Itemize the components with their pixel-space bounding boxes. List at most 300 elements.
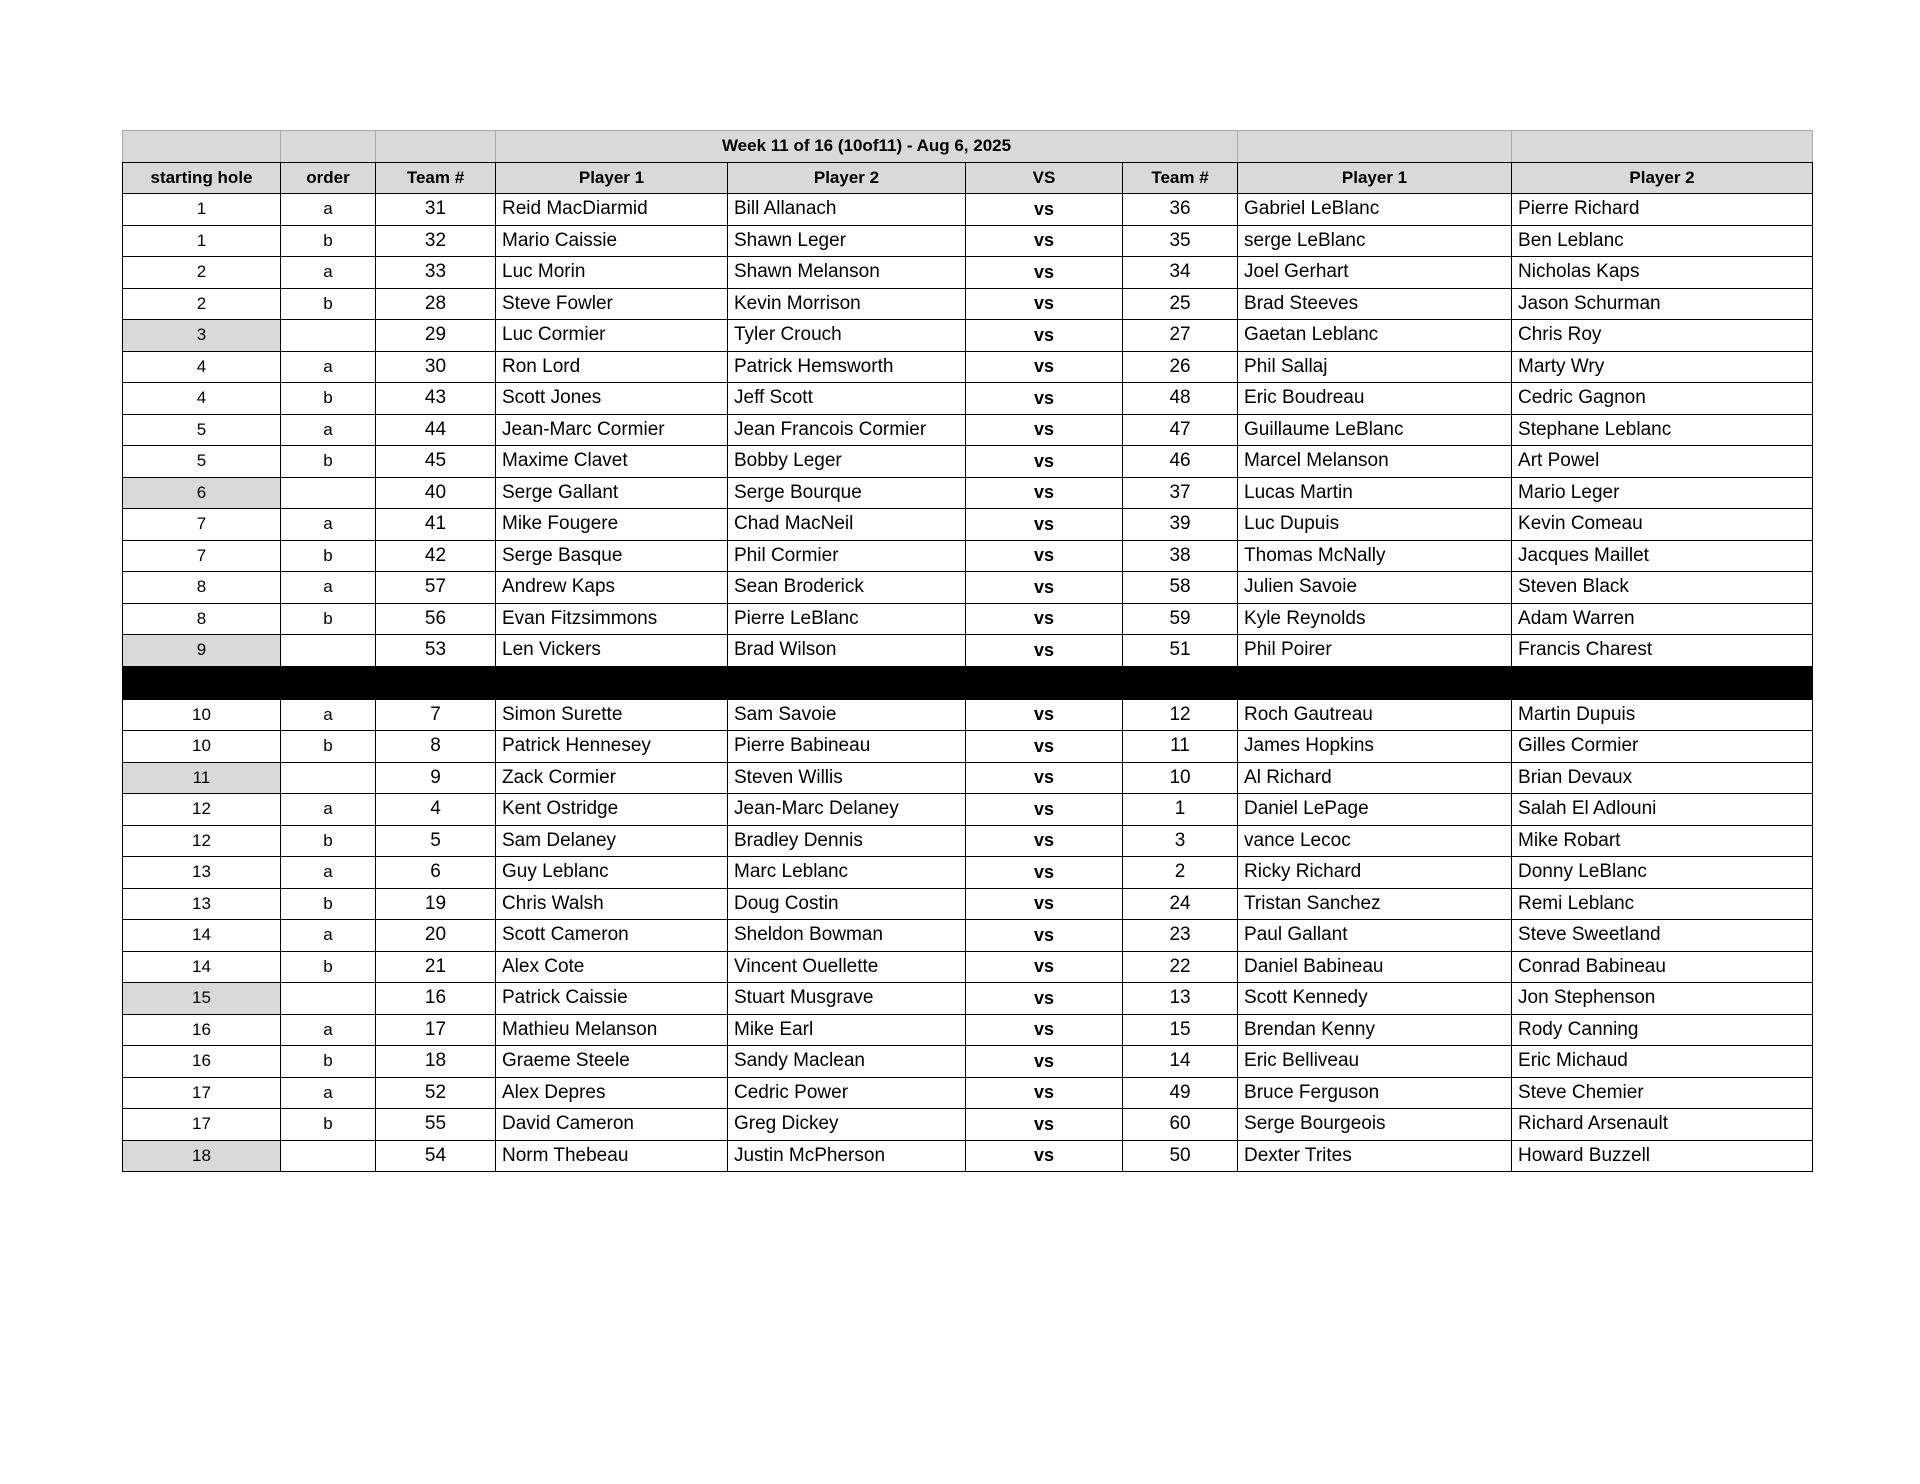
cell-starting-hole: 8	[123, 603, 281, 635]
cell-player1-left: Norm Thebeau	[496, 1140, 728, 1172]
cell-vs: vs	[966, 603, 1123, 635]
cell-order	[281, 635, 376, 667]
cell-team-right: 23	[1123, 920, 1238, 952]
table-row	[123, 983, 1813, 1015]
table-row	[123, 1014, 1813, 1046]
cell-player2-right: Francis Charest	[1512, 635, 1813, 667]
cell-starting-hole: 10	[123, 731, 281, 763]
cell-starting-hole: 12	[123, 794, 281, 826]
cell-team-right: 58	[1123, 572, 1238, 604]
cell-team-left: 16	[376, 983, 496, 1015]
cell-order	[281, 762, 376, 794]
cell-player1-left: Evan Fitzsimmons	[496, 603, 728, 635]
cell-player2-right: Steve Sweetland	[1512, 920, 1813, 952]
header-vs: VS	[966, 162, 1123, 194]
cell-order	[281, 1140, 376, 1172]
cell-order: b	[281, 288, 376, 320]
cell-player1-right: Marcel Melanson	[1238, 446, 1512, 478]
cell-player1-left: Alex Cote	[496, 951, 728, 983]
cell-starting-hole: 15	[123, 983, 281, 1015]
cell-order	[281, 983, 376, 1015]
divider-cell	[1512, 666, 1813, 699]
cell-player1-left: Ron Lord	[496, 351, 728, 383]
cell-team-right: 51	[1123, 635, 1238, 667]
table-row	[123, 320, 1813, 352]
cell-vs: vs	[966, 731, 1123, 763]
cell-order: a	[281, 857, 376, 889]
cell-player2-left: Pierre Babineau	[728, 731, 966, 763]
cell-player2-right: Brian Devaux	[1512, 762, 1813, 794]
cell-player1-right: James Hopkins	[1238, 731, 1512, 763]
table-row	[123, 635, 1813, 667]
cell-starting-hole: 5	[123, 446, 281, 478]
cell-vs: vs	[966, 1046, 1123, 1078]
cell-order: b	[281, 731, 376, 763]
cell-player1-left: Graeme Steele	[496, 1046, 728, 1078]
cell-player1-right: Phil Poirer	[1238, 635, 1512, 667]
cell-player2-right: Remi Leblanc	[1512, 888, 1813, 920]
cell-vs: vs	[966, 414, 1123, 446]
table-row	[123, 288, 1813, 320]
cell-player1-left: Sam Delaney	[496, 825, 728, 857]
cell-team-left: 43	[376, 383, 496, 415]
cell-player2-left: Kevin Morrison	[728, 288, 966, 320]
cell-player2-right: Steven Black	[1512, 572, 1813, 604]
header-team-number-right: Team #	[1123, 162, 1238, 194]
table-row	[123, 477, 1813, 509]
divider-cell	[123, 666, 281, 699]
table-row	[123, 1077, 1813, 1109]
cell-player2-right: Pierre Richard	[1512, 194, 1813, 226]
cell-player2-right: Richard Arsenault	[1512, 1109, 1813, 1141]
cell-order: b	[281, 1109, 376, 1141]
cell-starting-hole: 18	[123, 1140, 281, 1172]
cell-team-right: 24	[1123, 888, 1238, 920]
cell-player2-left: Shawn Leger	[728, 225, 966, 257]
cell-player1-left: Mike Fougere	[496, 509, 728, 541]
cell-starting-hole: 2	[123, 288, 281, 320]
cell-team-left: 42	[376, 540, 496, 572]
cell-player1-left: Jean-Marc Cormier	[496, 414, 728, 446]
cell-player2-right: Jon Stephenson	[1512, 983, 1813, 1015]
table-row	[123, 446, 1813, 478]
title-blank-cell	[1512, 131, 1813, 163]
title-blank-cell	[1238, 131, 1512, 163]
cell-order: a	[281, 351, 376, 383]
cell-vs: vs	[966, 477, 1123, 509]
cell-player2-right: Steve Chemier	[1512, 1077, 1813, 1109]
cell-starting-hole: 7	[123, 540, 281, 572]
cell-vs: vs	[966, 1077, 1123, 1109]
cell-team-right: 26	[1123, 351, 1238, 383]
cell-player1-right: Ricky Richard	[1238, 857, 1512, 889]
cell-player2-left: Marc Leblanc	[728, 857, 966, 889]
cell-team-right: 22	[1123, 951, 1238, 983]
cell-order: b	[281, 951, 376, 983]
cell-starting-hole: 2	[123, 257, 281, 289]
cell-player1-right: Dexter Trites	[1238, 1140, 1512, 1172]
divider-cell	[728, 666, 966, 699]
cell-vs: vs	[966, 825, 1123, 857]
cell-player1-right: Joel Gerhart	[1238, 257, 1512, 289]
cell-player2-right: Adam Warren	[1512, 603, 1813, 635]
cell-team-left: 52	[376, 1077, 496, 1109]
cell-player1-right: Phil Sallaj	[1238, 351, 1512, 383]
table-row	[123, 920, 1813, 952]
cell-player2-right: Nicholas Kaps	[1512, 257, 1813, 289]
cell-team-left: 44	[376, 414, 496, 446]
cell-player1-left: Patrick Hennesey	[496, 731, 728, 763]
table-row	[123, 194, 1813, 226]
week-title: Week 11 of 16 (10of11) - Aug 6, 2025	[496, 131, 1238, 163]
cell-player1-left: Zack Cormier	[496, 762, 728, 794]
cell-player1-left: Luc Morin	[496, 257, 728, 289]
cell-order: b	[281, 825, 376, 857]
title-blank-cell	[281, 131, 376, 163]
cell-player2-left: Stuart Musgrave	[728, 983, 966, 1015]
cell-player2-right: Kevin Comeau	[1512, 509, 1813, 541]
cell-team-left: 31	[376, 194, 496, 226]
cell-order: a	[281, 509, 376, 541]
cell-team-right: 50	[1123, 1140, 1238, 1172]
cell-vs: vs	[966, 194, 1123, 226]
cell-order: a	[281, 414, 376, 446]
cell-starting-hole: 9	[123, 635, 281, 667]
cell-team-left: 56	[376, 603, 496, 635]
cell-player1-right: Guillaume LeBlanc	[1238, 414, 1512, 446]
cell-vs: vs	[966, 288, 1123, 320]
cell-player1-right: serge LeBlanc	[1238, 225, 1512, 257]
cell-vs: vs	[966, 794, 1123, 826]
cell-team-left: 19	[376, 888, 496, 920]
cell-order: a	[281, 572, 376, 604]
cell-starting-hole: 16	[123, 1046, 281, 1078]
table-row	[123, 762, 1813, 794]
cell-player1-right: Paul Gallant	[1238, 920, 1512, 952]
cell-player1-right: Lucas Martin	[1238, 477, 1512, 509]
cell-team-right: 10	[1123, 762, 1238, 794]
cell-starting-hole: 17	[123, 1109, 281, 1141]
cell-team-right: 11	[1123, 731, 1238, 763]
cell-order: b	[281, 540, 376, 572]
cell-vs: vs	[966, 1140, 1123, 1172]
cell-player2-right: Mario Leger	[1512, 477, 1813, 509]
cell-player2-left: Sheldon Bowman	[728, 920, 966, 952]
cell-player1-right: Serge Bourgeois	[1238, 1109, 1512, 1141]
cell-team-left: 57	[376, 572, 496, 604]
cell-player1-right: Roch Gautreau	[1238, 699, 1512, 731]
cell-player1-right: Daniel LePage	[1238, 794, 1512, 826]
cell-starting-hole: 13	[123, 857, 281, 889]
cell-order	[281, 320, 376, 352]
cell-order: a	[281, 699, 376, 731]
cell-team-left: 33	[376, 257, 496, 289]
cell-player2-left: Serge Bourque	[728, 477, 966, 509]
header-order: order	[281, 162, 376, 194]
cell-player1-left: Steve Fowler	[496, 288, 728, 320]
cell-player1-left: Andrew Kaps	[496, 572, 728, 604]
cell-player2-left: Mike Earl	[728, 1014, 966, 1046]
cell-player2-right: Stephane Leblanc	[1512, 414, 1813, 446]
cell-player1-left: Scott Cameron	[496, 920, 728, 952]
cell-team-right: 37	[1123, 477, 1238, 509]
cell-team-left: 6	[376, 857, 496, 889]
cell-starting-hole: 1	[123, 194, 281, 226]
cell-player1-right: Tristan Sanchez	[1238, 888, 1512, 920]
table-row	[123, 857, 1813, 889]
cell-vs: vs	[966, 446, 1123, 478]
cell-team-right: 34	[1123, 257, 1238, 289]
cell-starting-hole: 16	[123, 1014, 281, 1046]
cell-player2-right: Ben Leblanc	[1512, 225, 1813, 257]
divider-cell	[1123, 666, 1238, 699]
cell-starting-hole: 10	[123, 699, 281, 731]
cell-player1-right: Al Richard	[1238, 762, 1512, 794]
cell-player2-left: Brad Wilson	[728, 635, 966, 667]
cell-player1-right: Luc Dupuis	[1238, 509, 1512, 541]
cell-player2-left: Greg Dickey	[728, 1109, 966, 1141]
cell-team-right: 39	[1123, 509, 1238, 541]
cell-vs: vs	[966, 762, 1123, 794]
cell-team-right: 25	[1123, 288, 1238, 320]
cell-order: b	[281, 225, 376, 257]
cell-player1-left: Luc Cormier	[496, 320, 728, 352]
header-player2-left: Player 2	[728, 162, 966, 194]
cell-team-left: 7	[376, 699, 496, 731]
cell-player1-right: vance Lecoc	[1238, 825, 1512, 857]
cell-starting-hole: 14	[123, 920, 281, 952]
table-row	[123, 699, 1813, 731]
cell-player2-right: Martin Dupuis	[1512, 699, 1813, 731]
cell-vs: vs	[966, 857, 1123, 889]
cell-player2-left: Vincent Ouellette	[728, 951, 966, 983]
cell-team-left: 18	[376, 1046, 496, 1078]
cell-player2-left: Bradley Dennis	[728, 825, 966, 857]
cell-player2-left: Jean Francois Cormier	[728, 414, 966, 446]
cell-vs: vs	[966, 951, 1123, 983]
cell-team-left: 8	[376, 731, 496, 763]
table-row	[123, 731, 1813, 763]
cell-order: b	[281, 888, 376, 920]
cell-team-left: 54	[376, 1140, 496, 1172]
cell-team-left: 45	[376, 446, 496, 478]
cell-team-right: 27	[1123, 320, 1238, 352]
cell-vs: vs	[966, 635, 1123, 667]
schedule-table	[122, 130, 1813, 1172]
cell-vs: vs	[966, 920, 1123, 952]
cell-vs: vs	[966, 1014, 1123, 1046]
cell-player2-left: Doug Costin	[728, 888, 966, 920]
cell-order: b	[281, 383, 376, 415]
cell-player1-right: Gabriel LeBlanc	[1238, 194, 1512, 226]
cell-player1-right: Brad Steeves	[1238, 288, 1512, 320]
cell-team-left: 41	[376, 509, 496, 541]
table-row	[123, 794, 1813, 826]
header-player2-right: Player 2	[1512, 162, 1813, 194]
cell-team-left: 30	[376, 351, 496, 383]
cell-player2-left: Patrick Hemsworth	[728, 351, 966, 383]
cell-player2-right: Salah El Adlouni	[1512, 794, 1813, 826]
cell-team-left: 28	[376, 288, 496, 320]
divider-cell	[376, 666, 496, 699]
cell-team-right: 3	[1123, 825, 1238, 857]
cell-player1-left: Serge Basque	[496, 540, 728, 572]
cell-starting-hole: 3	[123, 320, 281, 352]
cell-player1-right: Thomas McNally	[1238, 540, 1512, 572]
cell-team-left: 55	[376, 1109, 496, 1141]
cell-player2-left: Jean-Marc Delaney	[728, 794, 966, 826]
cell-starting-hole: 7	[123, 509, 281, 541]
cell-player2-right: Jacques Maillet	[1512, 540, 1813, 572]
cell-vs: vs	[966, 540, 1123, 572]
table-row	[123, 383, 1813, 415]
cell-team-left: 21	[376, 951, 496, 983]
cell-player2-right: Marty Wry	[1512, 351, 1813, 383]
cell-player2-left: Justin McPherson	[728, 1140, 966, 1172]
table-row	[123, 1109, 1813, 1141]
table-row	[123, 1046, 1813, 1078]
cell-team-left: 20	[376, 920, 496, 952]
cell-team-right: 48	[1123, 383, 1238, 415]
cell-player2-left: Bobby Leger	[728, 446, 966, 478]
cell-team-right: 1	[1123, 794, 1238, 826]
table-row	[123, 351, 1813, 383]
cell-player1-left: Maxime Clavet	[496, 446, 728, 478]
cell-team-right: 60	[1123, 1109, 1238, 1141]
cell-player2-left: Tyler Crouch	[728, 320, 966, 352]
cell-order: b	[281, 603, 376, 635]
cell-starting-hole: 11	[123, 762, 281, 794]
cell-team-right: 12	[1123, 699, 1238, 731]
divider-row	[123, 666, 1813, 699]
cell-player1-left: David Cameron	[496, 1109, 728, 1141]
cell-player1-right: Eric Boudreau	[1238, 383, 1512, 415]
cell-order: b	[281, 1046, 376, 1078]
cell-team-right: 36	[1123, 194, 1238, 226]
cell-player1-left: Kent Ostridge	[496, 794, 728, 826]
cell-team-right: 46	[1123, 446, 1238, 478]
cell-order: a	[281, 794, 376, 826]
header-starting-hole: starting hole	[123, 162, 281, 194]
cell-player2-left: Phil Cormier	[728, 540, 966, 572]
cell-player1-right: Daniel Babineau	[1238, 951, 1512, 983]
cell-team-right: 49	[1123, 1077, 1238, 1109]
cell-starting-hole: 1	[123, 225, 281, 257]
cell-team-right: 35	[1123, 225, 1238, 257]
cell-player2-left: Shawn Melanson	[728, 257, 966, 289]
cell-team-left: 17	[376, 1014, 496, 1046]
cell-team-right: 59	[1123, 603, 1238, 635]
cell-team-left: 5	[376, 825, 496, 857]
cell-vs: vs	[966, 888, 1123, 920]
table-row	[123, 951, 1813, 983]
cell-team-right: 15	[1123, 1014, 1238, 1046]
cell-player1-right: Gaetan Leblanc	[1238, 320, 1512, 352]
cell-team-left: 9	[376, 762, 496, 794]
cell-player2-left: Pierre LeBlanc	[728, 603, 966, 635]
cell-player2-left: Chad MacNeil	[728, 509, 966, 541]
cell-player1-left: Mario Caissie	[496, 225, 728, 257]
cell-player2-left: Jeff Scott	[728, 383, 966, 415]
cell-player1-left: Guy Leblanc	[496, 857, 728, 889]
header-row	[123, 162, 1813, 194]
cell-player1-left: Simon Surette	[496, 699, 728, 731]
cell-player2-right: Cedric Gagnon	[1512, 383, 1813, 415]
cell-starting-hole: 12	[123, 825, 281, 857]
table-row	[123, 509, 1813, 541]
cell-starting-hole: 13	[123, 888, 281, 920]
cell-player1-right: Brendan Kenny	[1238, 1014, 1512, 1046]
cell-player1-left: Scott Jones	[496, 383, 728, 415]
cell-vs: vs	[966, 351, 1123, 383]
table-row	[123, 414, 1813, 446]
cell-team-left: 4	[376, 794, 496, 826]
cell-order: a	[281, 920, 376, 952]
cell-team-right: 13	[1123, 983, 1238, 1015]
cell-starting-hole: 5	[123, 414, 281, 446]
cell-player1-left: Len Vickers	[496, 635, 728, 667]
cell-vs: vs	[966, 983, 1123, 1015]
cell-player2-right: Jason Schurman	[1512, 288, 1813, 320]
cell-vs: vs	[966, 257, 1123, 289]
cell-player2-right: Art Powel	[1512, 446, 1813, 478]
divider-cell	[496, 666, 728, 699]
cell-player2-right: Donny LeBlanc	[1512, 857, 1813, 889]
cell-player2-right: Mike Robart	[1512, 825, 1813, 857]
cell-player1-right: Julien Savoie	[1238, 572, 1512, 604]
header-player1-left: Player 1	[496, 162, 728, 194]
cell-team-right: 14	[1123, 1046, 1238, 1078]
divider-cell	[1238, 666, 1512, 699]
cell-player1-left: Reid MacDiarmid	[496, 194, 728, 226]
cell-player2-right: Eric Michaud	[1512, 1046, 1813, 1078]
cell-order: a	[281, 1077, 376, 1109]
cell-team-left: 32	[376, 225, 496, 257]
cell-vs: vs	[966, 572, 1123, 604]
cell-team-right: 47	[1123, 414, 1238, 446]
cell-starting-hole: 4	[123, 351, 281, 383]
cell-starting-hole: 6	[123, 477, 281, 509]
cell-player1-left: Serge Gallant	[496, 477, 728, 509]
cell-player1-right: Kyle Reynolds	[1238, 603, 1512, 635]
header-player1-right: Player 1	[1238, 162, 1512, 194]
cell-vs: vs	[966, 225, 1123, 257]
title-blank-cell	[123, 131, 281, 163]
cell-player1-left: Mathieu Melanson	[496, 1014, 728, 1046]
cell-player1-right: Bruce Ferguson	[1238, 1077, 1512, 1109]
cell-team-right: 38	[1123, 540, 1238, 572]
cell-player2-right: Conrad Babineau	[1512, 951, 1813, 983]
cell-team-right: 2	[1123, 857, 1238, 889]
cell-player2-left: Steven Willis	[728, 762, 966, 794]
cell-player2-left: Bill Allanach	[728, 194, 966, 226]
cell-order: a	[281, 194, 376, 226]
table-row	[123, 888, 1813, 920]
cell-player2-right: Chris Roy	[1512, 320, 1813, 352]
divider-cell	[966, 666, 1123, 699]
cell-player1-right: Eric Belliveau	[1238, 1046, 1512, 1078]
cell-player1-right: Scott Kennedy	[1238, 983, 1512, 1015]
cell-vs: vs	[966, 509, 1123, 541]
cell-player2-right: Gilles Cormier	[1512, 731, 1813, 763]
cell-vs: vs	[966, 1109, 1123, 1141]
cell-player1-left: Chris Walsh	[496, 888, 728, 920]
cell-vs: vs	[966, 320, 1123, 352]
cell-starting-hole: 8	[123, 572, 281, 604]
cell-order	[281, 477, 376, 509]
table-row	[123, 1140, 1813, 1172]
title-row	[123, 131, 1813, 163]
